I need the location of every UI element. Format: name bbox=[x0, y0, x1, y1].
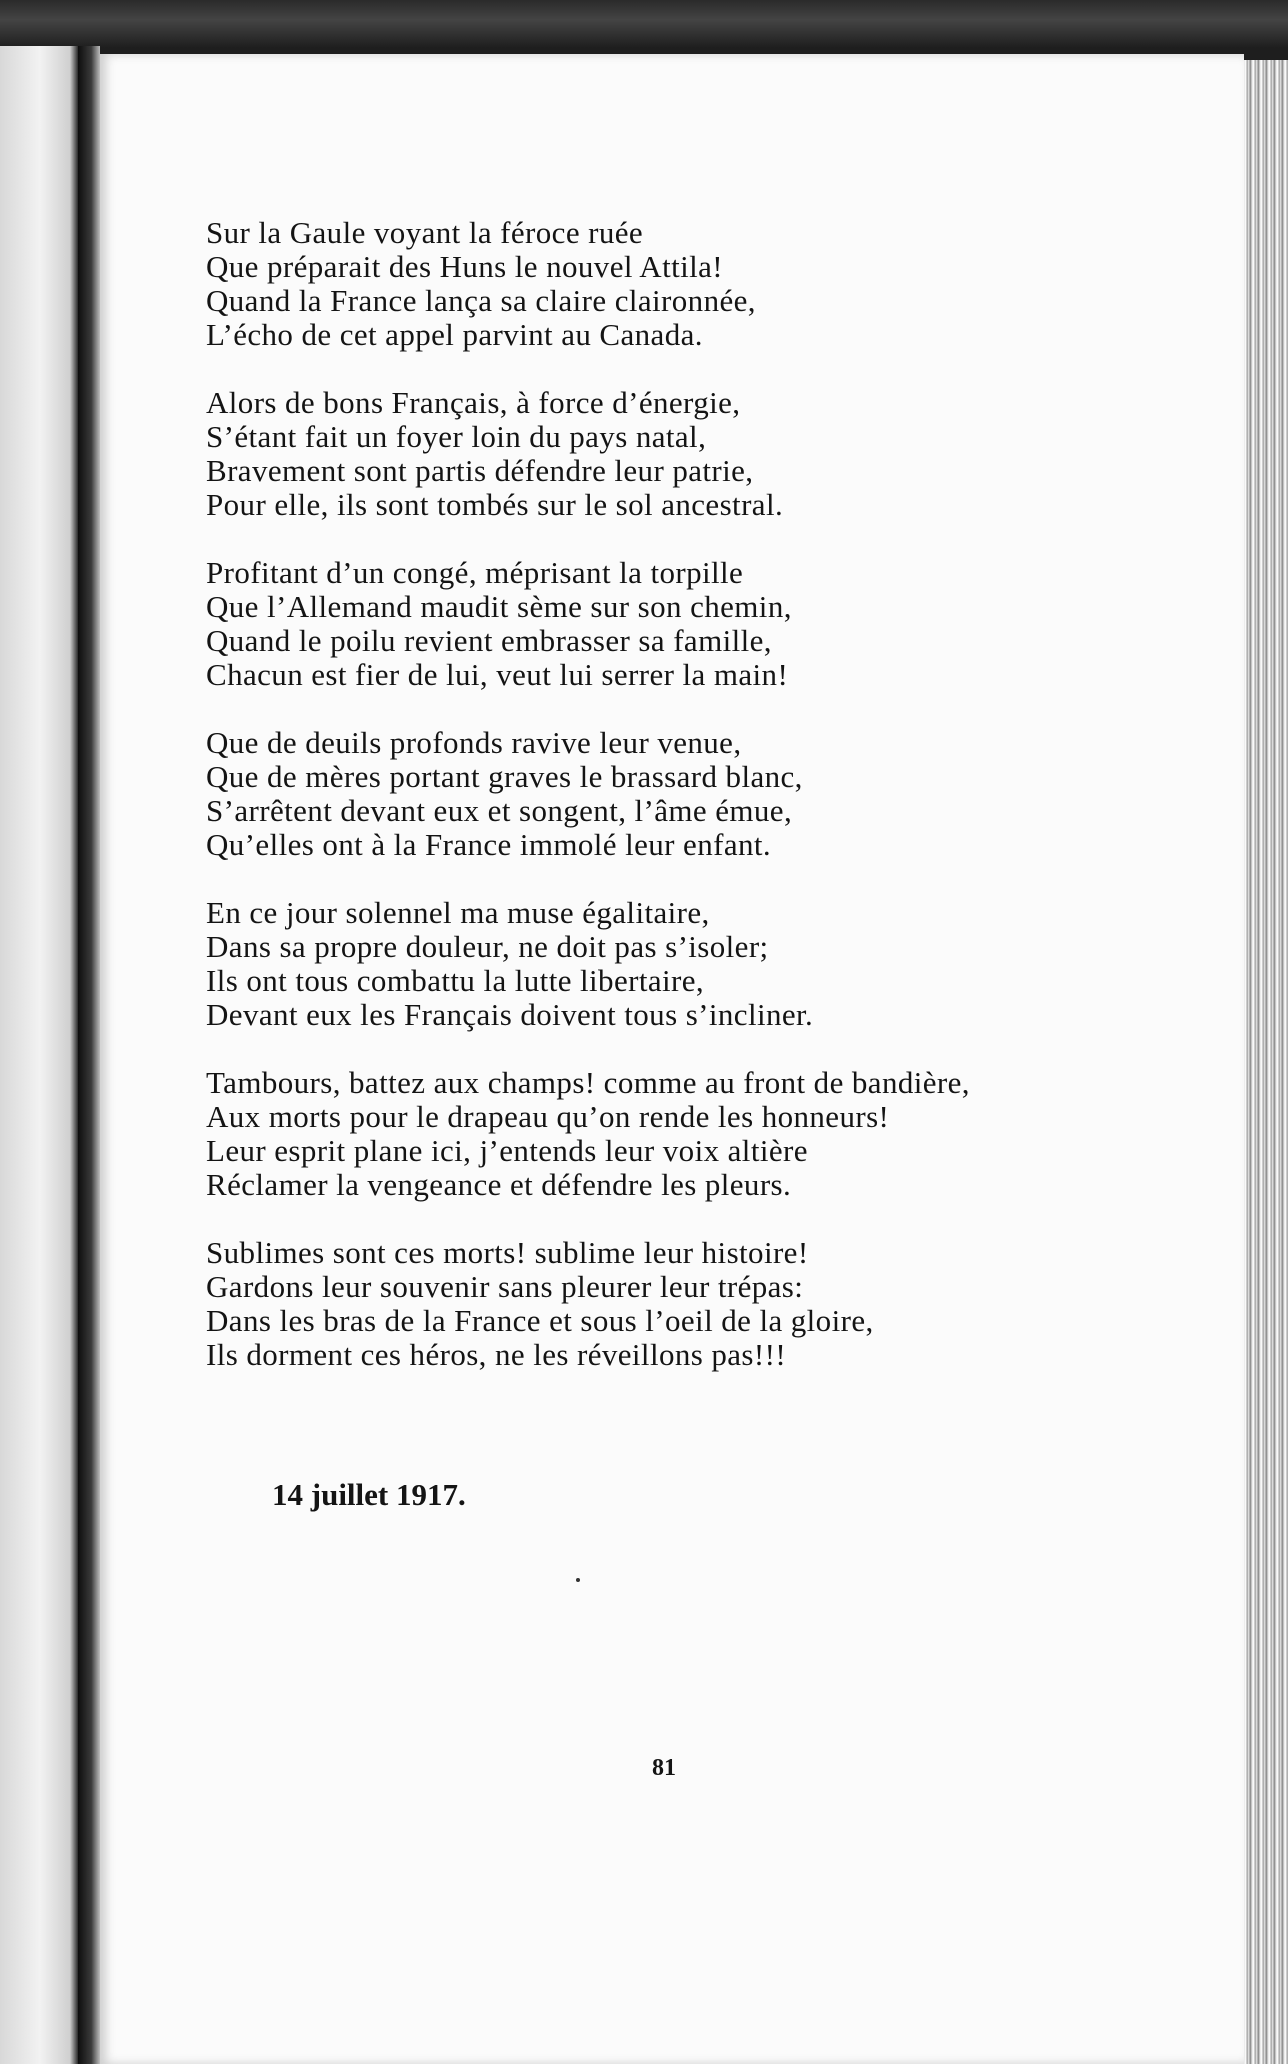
poem-body bbox=[206, 216, 1166, 1406]
stanza bbox=[206, 1236, 1166, 1372]
poem-line: Sur la Gaule voyant la féroce ruée bbox=[206, 215, 644, 250]
poem-line: Aux morts pour le drapeau qu’on rende les honneurs! bbox=[206, 1099, 890, 1134]
poem-line: En ce jour solennel ma muse égalitaire, bbox=[206, 895, 710, 930]
poem-date: 14 juillet 1917. bbox=[272, 1477, 466, 1512]
poem-line: Qu’elles ont à la France immolé leur enfant. bbox=[206, 827, 772, 862]
poem-line: S’étant fait un foyer loin du pays natal, bbox=[206, 419, 707, 454]
poem-line: Tambours, battez aux champs! comme au front de bandière, bbox=[206, 1065, 970, 1100]
poem-line: Bravement sont partis défendre leur patrie, bbox=[206, 453, 754, 488]
poem-line: Dans sa propre douleur, ne doit pas s’isoler; bbox=[206, 929, 769, 964]
poem-line: Que préparait des Huns le nouvel Attila! bbox=[206, 249, 724, 284]
poem-line: Gardons leur souvenir sans pleurer leur trépas: bbox=[206, 1269, 804, 1304]
poem-line: Que de mères portant graves le brassard blanc, bbox=[206, 759, 803, 794]
stanza bbox=[206, 896, 1166, 1032]
ink-speck bbox=[576, 1578, 580, 1582]
poem-line: L’écho de cet appel parvint au Canada. bbox=[206, 317, 703, 352]
stanza bbox=[206, 386, 1166, 522]
poem-line: Réclamer la vengeance et défendre les pleurs. bbox=[206, 1167, 792, 1202]
poem-line: Que de deuils profonds ravive leur venue, bbox=[206, 725, 742, 760]
poem-line: Dans les bras de la France et sous l’oeil de la gloire, bbox=[206, 1303, 874, 1338]
stanza bbox=[206, 556, 1166, 692]
poem-line: Quand la France lança sa claire claironnée, bbox=[206, 283, 756, 318]
poem-line: Pour elle, ils sont tombés sur le sol ancestral. bbox=[206, 487, 784, 522]
page-stack-edges bbox=[1244, 60, 1288, 2064]
poem-line: S’arrêtent devant eux et songent, l’âme émue, bbox=[206, 793, 793, 828]
poem-line: Leur esprit plane ici, j’entends leur voix altière bbox=[206, 1133, 808, 1168]
poem-line: Ils ont tous combattu la lutte libertaire, bbox=[206, 963, 705, 998]
poem-line: Devant eux les Français doivent tous s’incliner. bbox=[206, 997, 814, 1032]
stanza bbox=[206, 1066, 1166, 1202]
poem-line: Profitant d’un congé, méprisant la torpille bbox=[206, 555, 744, 590]
poem-line: Quand le poilu revient embrasser sa famille, bbox=[206, 623, 772, 658]
book-gutter bbox=[78, 46, 100, 2064]
page-number: 81 bbox=[652, 1755, 676, 1781]
poem-line: Chacun est fier de lui, veut lui serrer la main! bbox=[206, 657, 789, 692]
poem-line: Sublimes sont ces morts! sublime leur histoire! bbox=[206, 1235, 809, 1270]
stanza bbox=[206, 216, 1166, 352]
stanza bbox=[206, 726, 1166, 862]
previous-page-edge bbox=[0, 46, 78, 2064]
poem-line: Ils dorment ces héros, ne les réveillons pas!!! bbox=[206, 1337, 787, 1372]
poem-line: Que l’Allemand maudit sème sur son chemin, bbox=[206, 589, 792, 624]
poem-line: Alors de bons Français, à force d’énergie, bbox=[206, 385, 741, 420]
